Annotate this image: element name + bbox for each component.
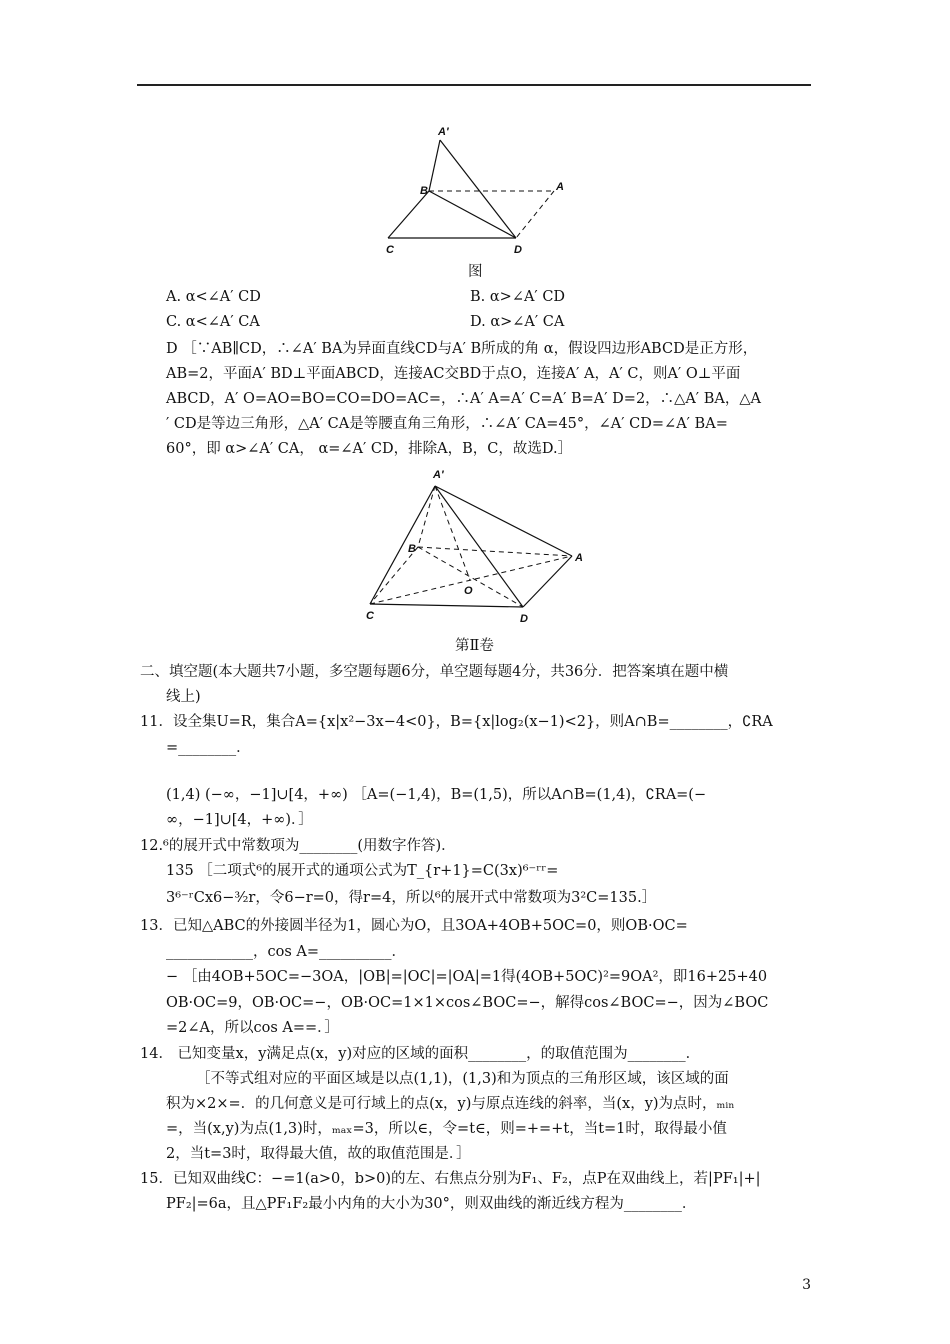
solution-line-4: ′ CD是等边三角形，△A′ CA是等腰直角三角形，∴∠A′ CA=45°，∠A′ CD=∠A′ BA= [166,416,728,432]
solution-line-3: ABCD，A′ O=AO=BO=CO=DO=AC=，∴A′ A=A′ C=A′ B=A′ D=2，∴△A′ BA，△A [166,391,761,407]
fig2-label-a: A [575,552,583,564]
page-number: 3 [802,1277,811,1293]
q11-answer-1: (1,4) (−∞，−1]∪[4，+∞) ［A=(−1,4)，B=(1,5)，所以A∩B=(1,4)，∁RA=(− [166,787,707,803]
option-b: B. α>∠A′ CD [470,289,566,305]
fig2-label-b: B [408,543,416,555]
q14-answer-4: 2，当t=3时，取得最大值，故的取值范围是．］ [166,1146,471,1162]
figure-2 [360,464,590,629]
q12-line-1: 12.⁶的展开式中常数项为________(用数字作答)． [140,838,456,854]
fig1-label-a1: A′ [438,126,449,138]
q13-answer-2: OB·OC=9，OB·OC=−，OB·OC=1×1×cos∠BOC=−，解得cos∠BOC=−，因为∠BOC [166,995,769,1011]
q12-answer-2: 3⁶⁻ʳCx6−³⁄₂r，令6−r=0，得r=4，所以⁶的展开式中常数项为3²C=135.］ [166,890,657,906]
q12-answer-1: 135 ［二项式⁶的展开式的通项公式为T_{r+1}=C(3x)⁶⁻ʳʳ= [166,863,559,879]
q14-answer-3: =，当(x,y)为点(1,3)时，ₘₐₓ=3，所以∈，令=t∈，则=+=+t，当t=1时，取得最小值 [166,1121,727,1137]
fig1-label-b: B [420,185,428,197]
q13-answer-1: − ［由4OB+5OC=−3OA，|OB|=|OC|=|OA|=1得(4OB+5OC)²=9OA²，即16+25+40 [166,969,768,985]
solution-line-2: AB=2，平面A′ BD⊥平面ABCD，连接AC交BD于点O，连接A′ A，A′ C，则A′ O⊥平面 [166,366,741,382]
solution-line-1: D ［∵AB∥CD，∴∠A′ BA为异面直线CD与A′ B所成的角 α，假设四边形ABCD是正方形， [166,341,758,357]
q14-answer-2: 积为×2×=．的几何意义是可行域上的点(x，y)与原点连线的斜率，当(x，y)为点时，ₘᵢₙ [166,1096,735,1112]
q11-line-2: =________． [166,740,251,756]
q15-line-1: 15．已知双曲线C：−=1(a>0，b>0)的左、右焦点分别为F₁、F₂，点P在双曲线上，若|PF₁|+| [140,1171,761,1187]
fig1-label-d: D [514,244,522,256]
q13-line-2: ____________，cos A=__________． [166,944,407,960]
option-d: D. α>∠A′ CA [470,314,565,330]
figure-1 [380,122,580,258]
section-heading-1: 二、填空题(本大题共7小题，多空题每题6分，单空题每题4分，共36分．把答案填在题中横 [140,664,729,680]
q11-answer-2: ∞，−1]∪[4，+∞)．］ [166,812,313,828]
fig1-label-a: A [556,181,564,193]
q14-line-1: 14． 已知变量x，y满足点(x，y)对应的区域的面积________，的取值范围为________． [140,1046,701,1062]
fig1-label-c: C [386,244,394,256]
q11-line-1: 11．设全集U=R，集合A={x|x²−3x−4<0}，B={x|log₂(x−1)<2}，则A∩B=________，∁RA [140,714,773,730]
q13-line-1: 13．已知△ABC的外接圆半径为1，圆心为O，且3OA+4OB+5OC=0，则OB·OC= [140,918,688,934]
fig1-caption: 图 [468,264,483,280]
section-heading-2: 线上) [166,689,201,705]
fig2-label-o: O [464,585,473,597]
q15-line-2: PF₂|=6a，且△PF₁F₂最小内角的大小为30°，则双曲线的渐近线方程为________． [166,1196,697,1212]
header-rule [137,84,811,86]
q13-answer-3: =2∠A，所以cos A==．］ [166,1020,339,1036]
option-c: C. α<∠A′ CA [166,314,260,330]
solution-line-5: 60°，即 α>∠A′ CA， α=∠A′ CD，排除A，B，C，故选D.］ [166,441,573,457]
option-a: A. α<∠A′ CD [166,289,261,305]
section-title: 第Ⅱ卷 [455,638,494,654]
fig2-label-d: D [520,613,528,625]
q14-answer-1: ［不等式组对应的平面区域是以点(1,1)，(1,3)和为顶点的三角形区域，该区域的面 [196,1071,729,1087]
fig2-label-a1: A′ [433,469,444,481]
fig2-label-c: C [366,610,374,622]
